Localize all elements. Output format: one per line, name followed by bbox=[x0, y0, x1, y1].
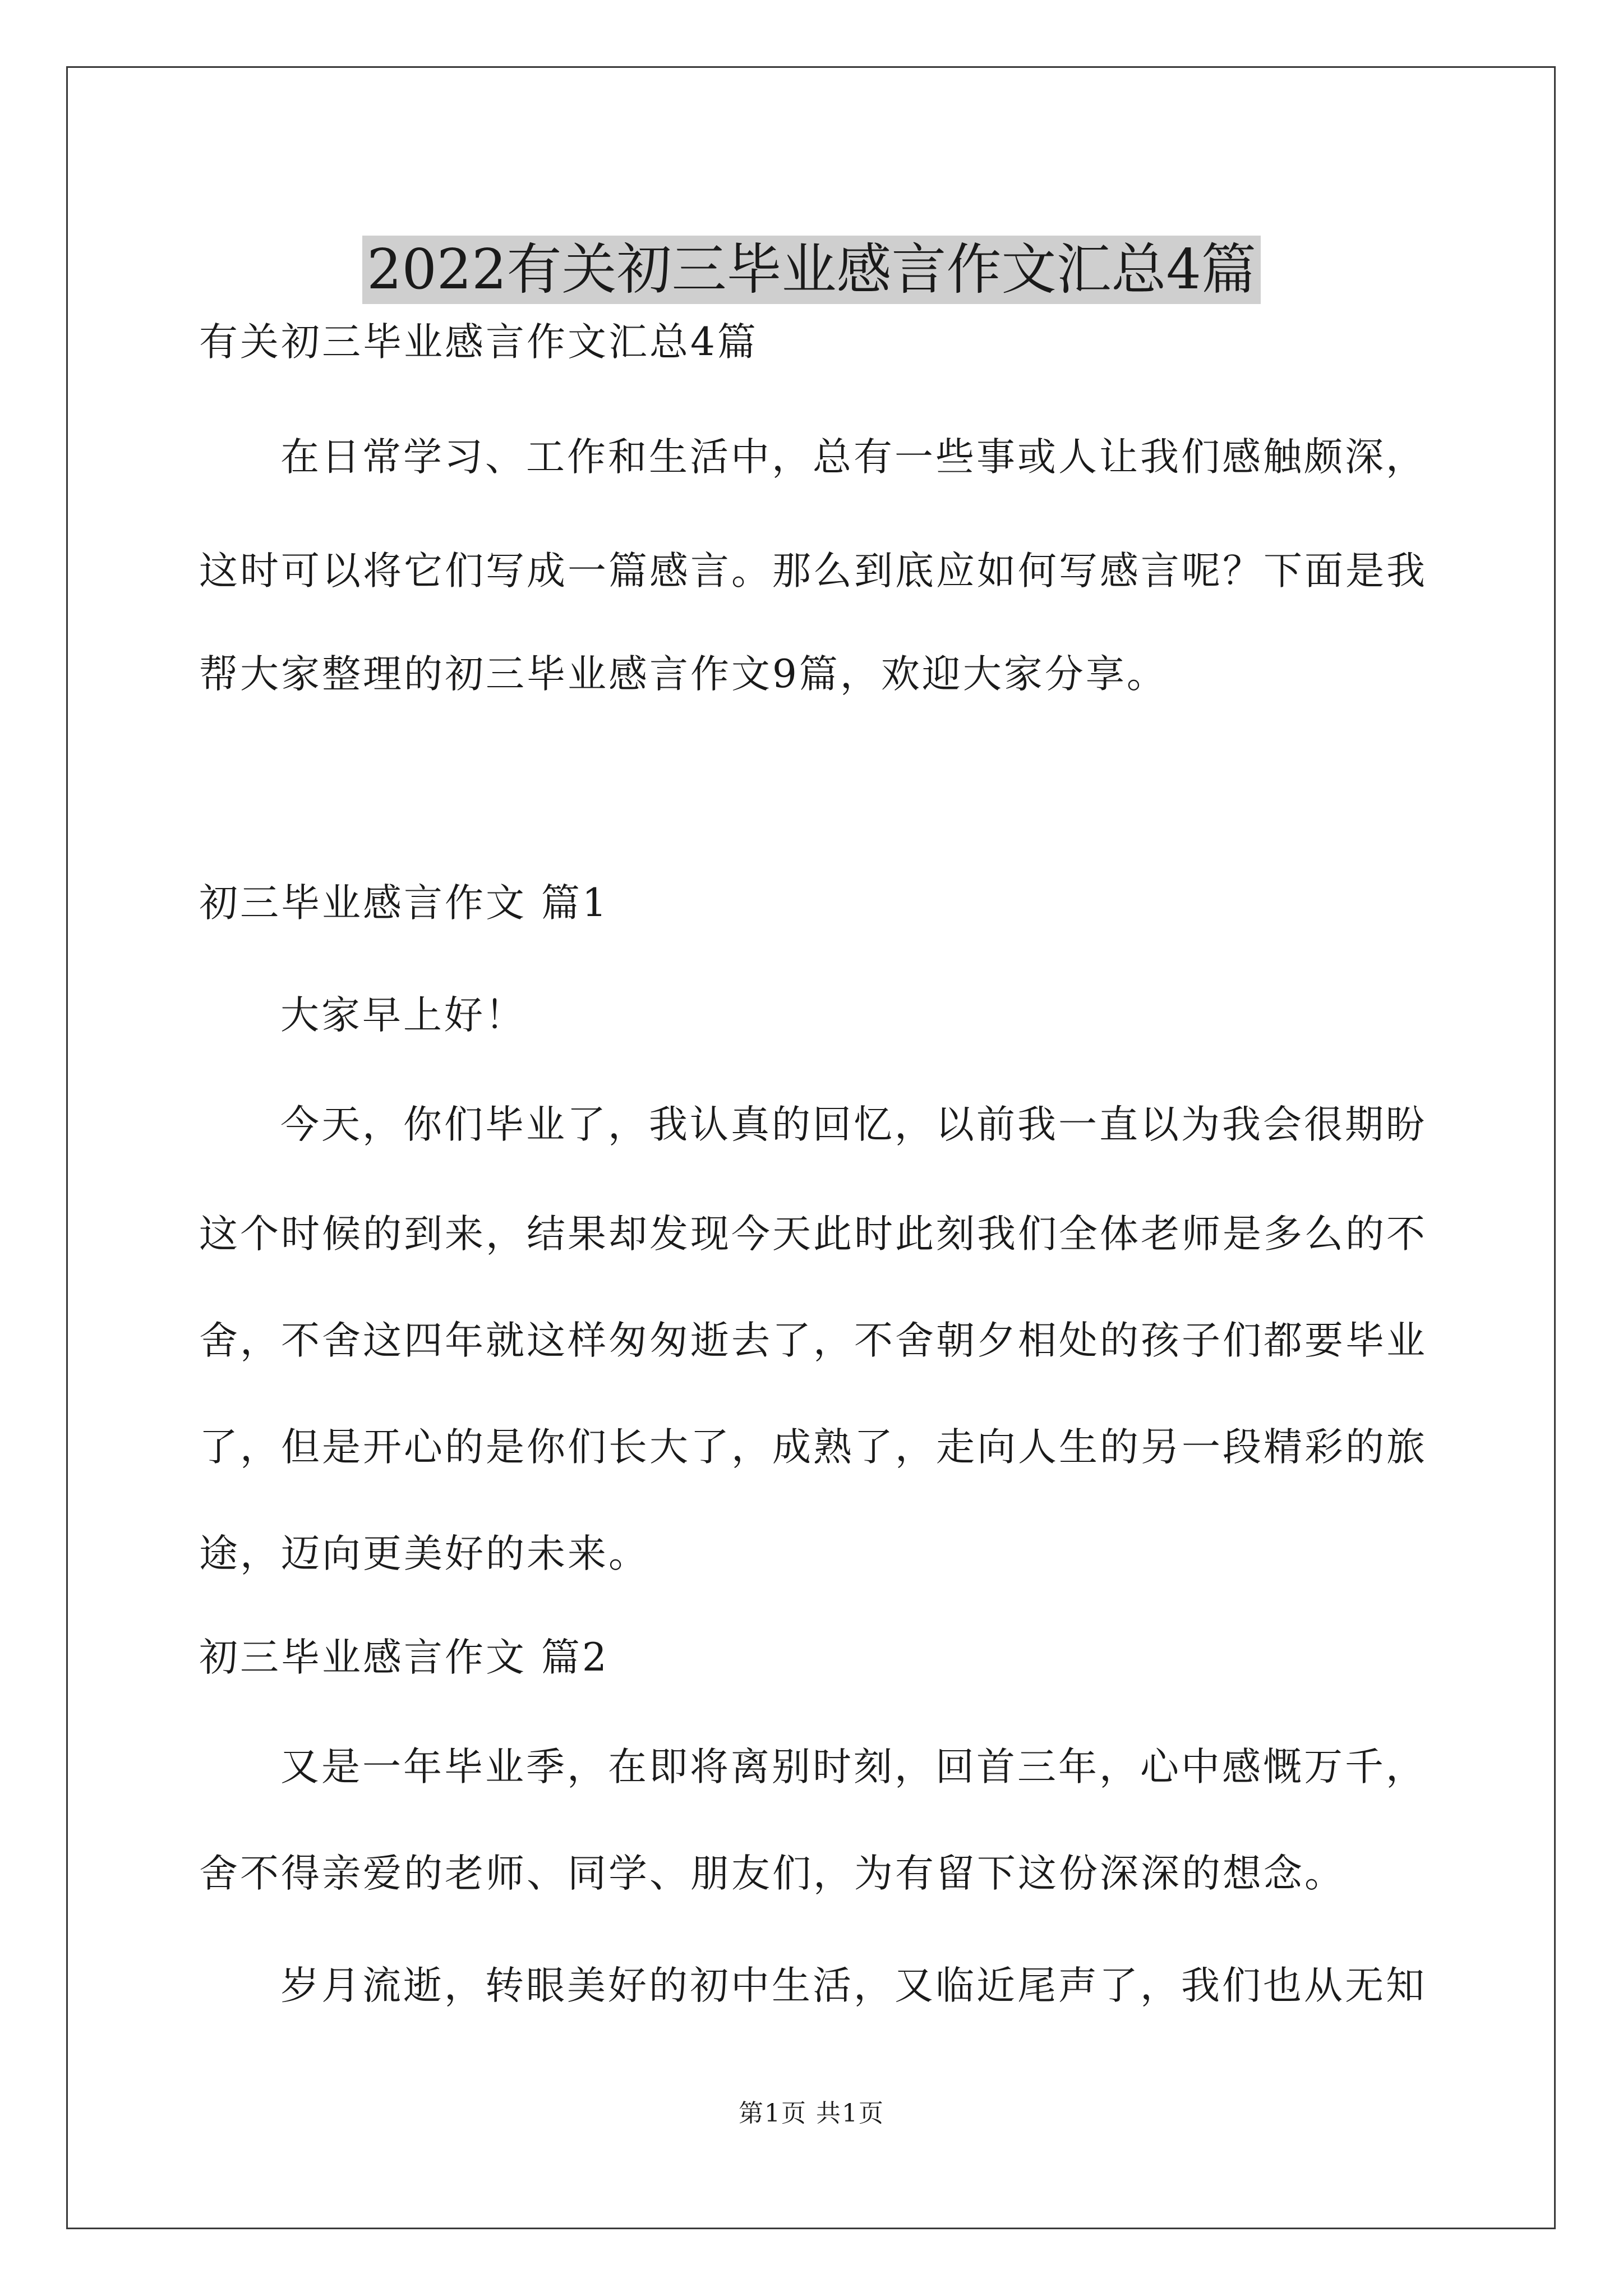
document-subtitle: 有关初三毕业感言作文汇总4篇 bbox=[199, 320, 758, 365]
document-title-text: 2022有关初三毕业感言作文汇总4篇 bbox=[362, 236, 1261, 304]
intro-line-3: 帮大家整理的初三毕业感言作文9篇，欢迎大家分享。 bbox=[199, 652, 1168, 697]
section2-line-3: 岁月流逝，转眼美好的初中生活，又临近尾声了，我们也从无知 bbox=[280, 1963, 1427, 2008]
section1-heading: 初三毕业感言作文 篇1 bbox=[199, 881, 609, 926]
document-title bbox=[0, 228, 1623, 312]
section1-line-3: 舍，不舍这四年就这样匆匆逝去了，不舍朝夕相处的孩子们都要毕业 bbox=[199, 1318, 1427, 1363]
section1-line-5: 途，迈向更美好的未来。 bbox=[199, 1531, 649, 1576]
intro-line-2: 这时可以将它们写成一篇感言。那么到底应如何写感言呢？下面是我 bbox=[199, 549, 1427, 593]
section1-line-1: 今天，你们毕业了，我认真的回忆，以前我一直以为我会很期盼 bbox=[280, 1102, 1427, 1147]
section1-line-4: 了，但是开心的是你们长大了，成熟了，走向人生的另一段精彩的旅 bbox=[199, 1425, 1427, 1470]
intro-line-1: 在日常学习、工作和生活中，总有一些事或人让我们感触颇深， bbox=[280, 435, 1427, 480]
section1-line-2: 这个时候的到来，结果却发现今天此时此刻我们全体老师是多么的不 bbox=[199, 1212, 1427, 1257]
section2-line-2: 舍不得亲爱的老师、同学、朋友们，为有留下这份深深的想念。 bbox=[199, 1851, 1345, 1896]
section1-greeting: 大家早上好！ bbox=[280, 993, 526, 1038]
section2-heading: 初三毕业感言作文 篇2 bbox=[199, 1635, 609, 1680]
section2-line-1: 又是一年毕业季，在即将离别时刻，回首三年，心中感慨万千， bbox=[280, 1745, 1427, 1789]
page-footer: 第1页 共1页 bbox=[739, 2099, 884, 2128]
